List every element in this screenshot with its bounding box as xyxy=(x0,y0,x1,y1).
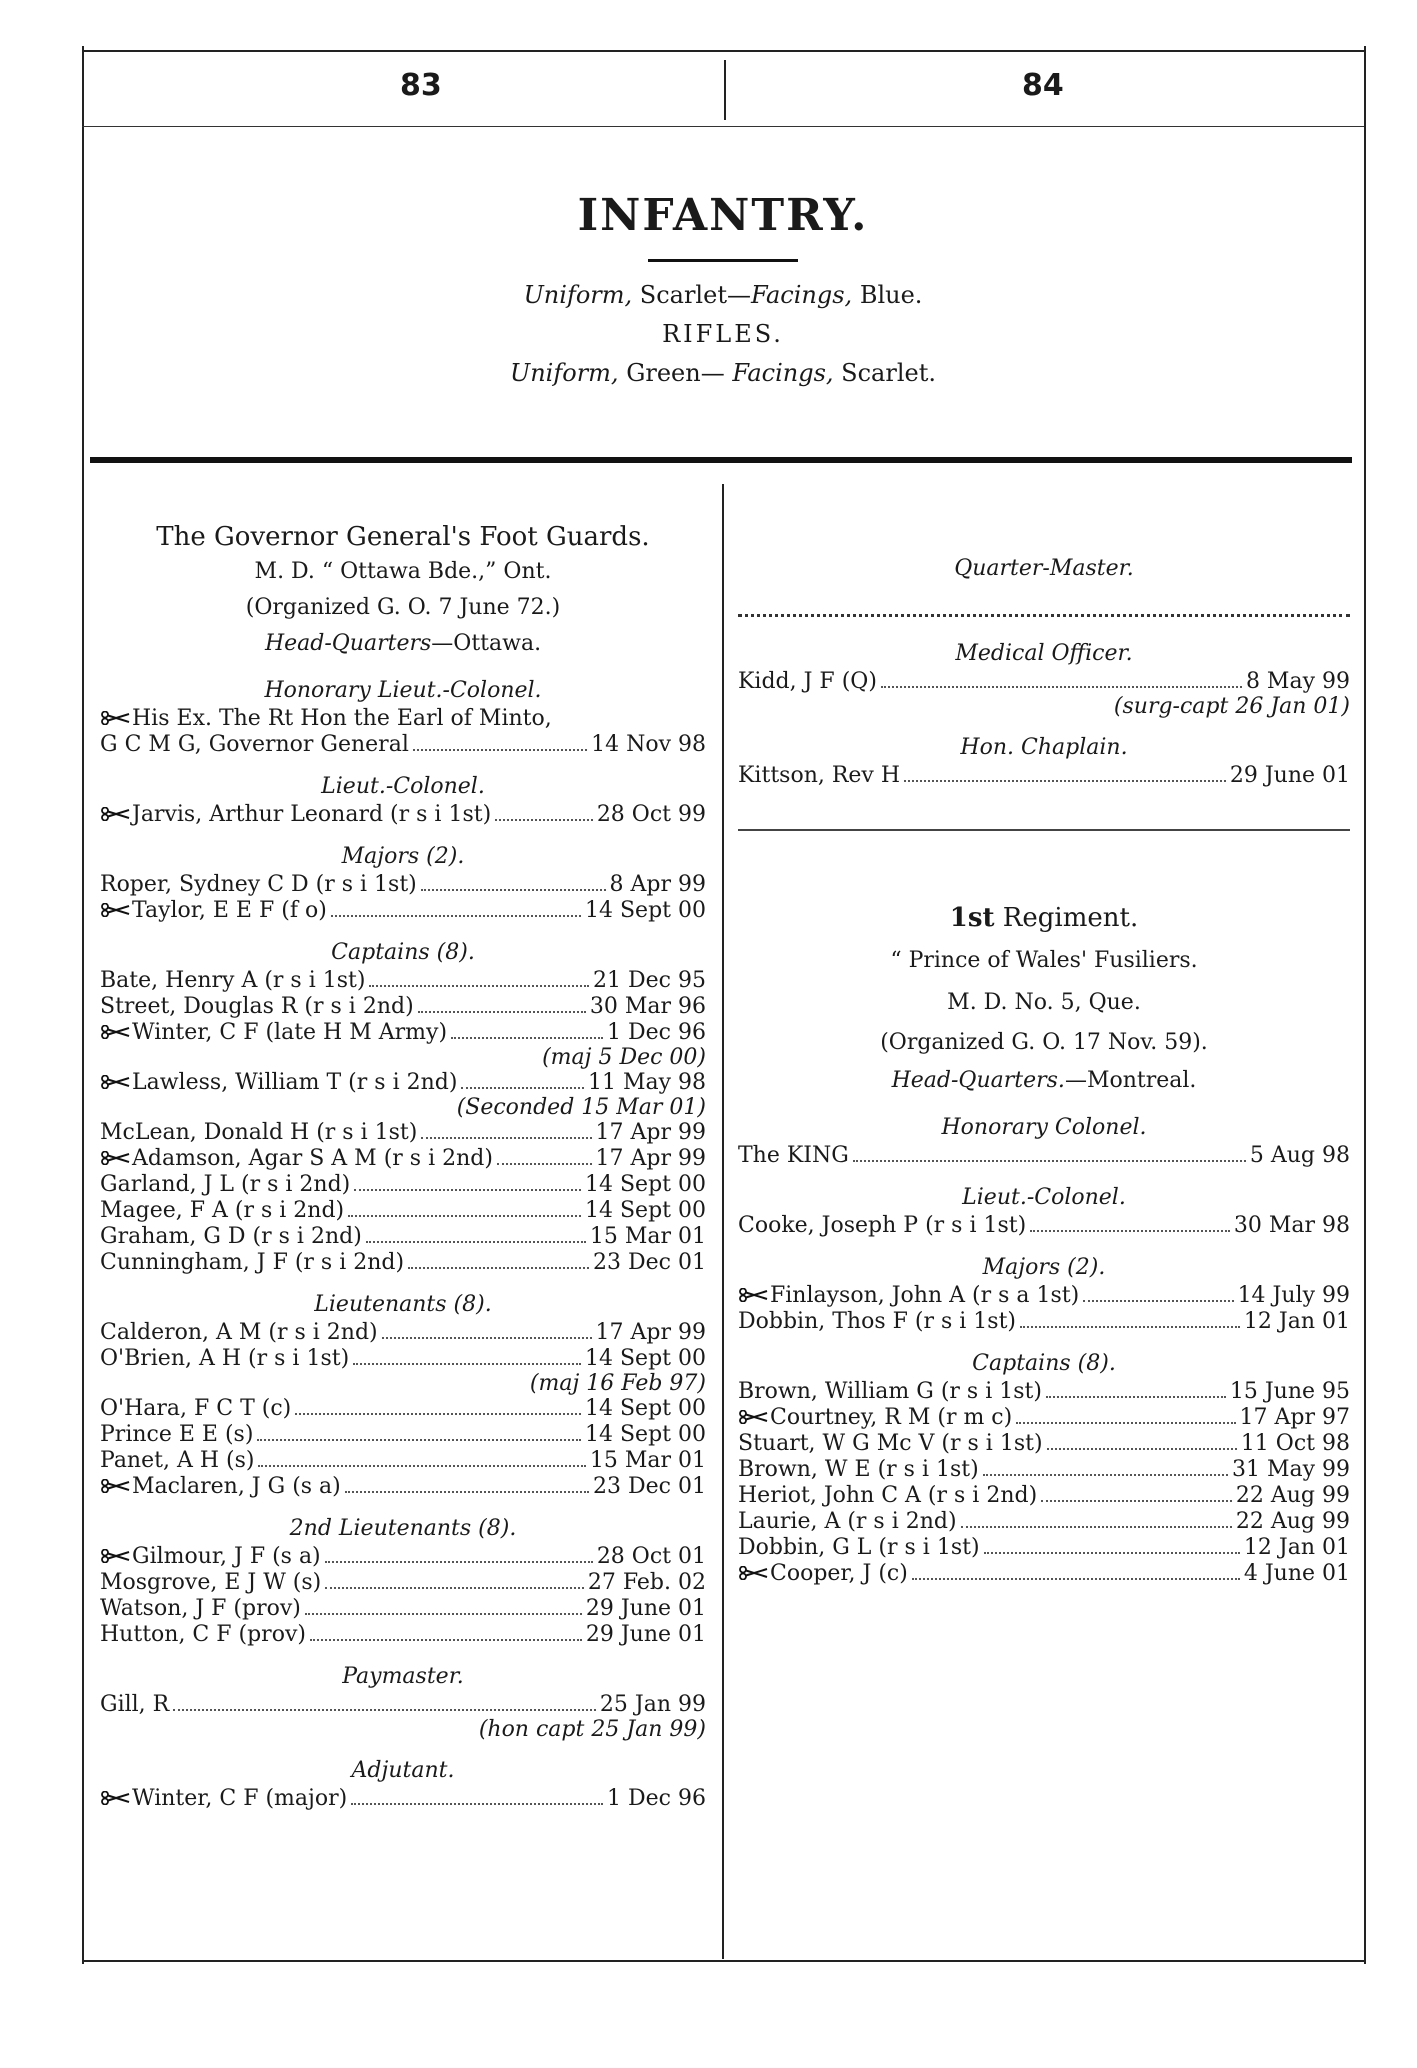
officer-name: Laurie, A (r s i 2nd) xyxy=(738,1509,957,1534)
officer-entry xyxy=(100,1596,706,1622)
officer-name: His Ex. The Rt Hon the Earl of Minto, xyxy=(132,706,552,731)
leader-dots xyxy=(1016,1422,1235,1424)
leader-dots xyxy=(173,1709,596,1711)
leader-dots xyxy=(325,1587,584,1589)
leader-dots xyxy=(418,1011,586,1013)
commission-date: 17 Apr 99 xyxy=(595,1320,706,1345)
officer-entry xyxy=(100,1070,706,1096)
section-heading: Lieutenants (8). xyxy=(314,1292,492,1317)
entry-note: (maj 16 Feb 97) xyxy=(529,1371,706,1396)
commission-date: 27 Feb. 02 xyxy=(587,1570,706,1595)
officer-entry xyxy=(100,1786,706,1812)
officer-entry xyxy=(100,1146,706,1172)
commission-date: 5 Aug 98 xyxy=(1249,1143,1350,1168)
uniform-label: Uniform, xyxy=(523,281,633,309)
officer-entry xyxy=(100,1396,706,1422)
leader-dots xyxy=(408,1267,589,1269)
officer-name: Mosgrove, E J W (s) xyxy=(100,1570,322,1595)
officer-name: Kidd, J F (Q) xyxy=(738,669,877,694)
regiment-name: “ Prince of Wales' Fusiliers. xyxy=(890,948,1198,973)
officer-entry xyxy=(100,1422,706,1448)
facings-label: Facings, xyxy=(732,359,834,387)
page-number-left: 83 xyxy=(400,68,442,103)
scissors-icon xyxy=(738,1288,768,1302)
leader-dots xyxy=(984,1552,1240,1554)
officer-entry xyxy=(100,706,706,732)
military-district: M. D. No. 5, Que. xyxy=(947,990,1141,1015)
commission-date: 8 Apr 99 xyxy=(609,872,706,897)
uniform-line-infantry xyxy=(82,276,1364,314)
officer-name: Jarvis, Arthur Leonard (r s i 1st) xyxy=(132,802,492,827)
officer-name: Finlayson, John A (r s a 1st) xyxy=(770,1283,1080,1308)
officer-entry xyxy=(738,1309,1350,1335)
leader-dots xyxy=(345,1491,589,1493)
scissors-icon xyxy=(100,1479,130,1493)
commission-date: 28 Oct 99 xyxy=(596,802,706,827)
officer-entry xyxy=(100,732,706,758)
commission-date: 14 July 99 xyxy=(1237,1283,1350,1308)
leader-dots xyxy=(1047,1448,1237,1450)
commission-date: 15 June 95 xyxy=(1229,1379,1350,1404)
entry-note: (Seconded 15 Mar 01) xyxy=(456,1095,706,1120)
leader-dots xyxy=(1041,1500,1232,1502)
commission-date: 28 Oct 01 xyxy=(596,1544,706,1569)
officer-entry xyxy=(100,1346,706,1372)
officer-name: Dobbin, Thos F (r s i 1st) xyxy=(738,1309,1016,1334)
officer-entry xyxy=(100,1474,706,1500)
officer-name: The KING xyxy=(738,1143,849,1168)
officer-entry xyxy=(738,1535,1350,1561)
leader-dots xyxy=(1020,1326,1240,1328)
section-heading: Majors (2). xyxy=(341,844,465,869)
commission-date: 29 June 01 xyxy=(585,1622,706,1647)
commission-date: 21 Dec 95 xyxy=(593,968,706,993)
officer-entry xyxy=(738,763,1350,789)
commission-date: 30 Mar 98 xyxy=(1233,1213,1350,1238)
scissors-icon xyxy=(100,807,130,821)
officer-name: Watson, J F (prov) xyxy=(100,1596,301,1621)
leader-dots xyxy=(497,1163,592,1165)
right-column xyxy=(738,540,1350,1587)
headquarters-line xyxy=(100,626,706,662)
officer-entry xyxy=(738,1405,1350,1431)
officer-name: Bate, Henry A (r s i 1st) xyxy=(100,968,366,993)
officer-name: Maclaren, J G (s a) xyxy=(132,1474,341,1499)
officer-name: Gill, R xyxy=(100,1692,170,1717)
title-underline xyxy=(648,259,798,262)
officer-entry xyxy=(100,1020,706,1046)
scissors-icon xyxy=(100,711,130,725)
officer-entry xyxy=(100,1224,706,1250)
scissors-icon xyxy=(100,903,130,917)
officer-name: Cunningham, J F (r s i 2nd) xyxy=(100,1250,405,1275)
leader-dots xyxy=(421,1137,591,1139)
officer-entry xyxy=(100,1622,706,1648)
leader-dots xyxy=(912,1578,1240,1580)
officer-entry xyxy=(100,1172,706,1198)
leader-dots xyxy=(351,1803,603,1805)
section-heading: Lieut.-Colonel. xyxy=(962,1185,1126,1210)
officer-entry xyxy=(738,1213,1350,1239)
leader-dots xyxy=(369,985,589,987)
officer-entry xyxy=(100,1120,706,1146)
officer-name: Panet, A H (s) xyxy=(100,1448,255,1473)
commission-date: 14 Sept 00 xyxy=(585,898,706,923)
officer-entry xyxy=(738,1457,1350,1483)
scissors-icon xyxy=(100,1025,130,1039)
leader-dots xyxy=(331,915,581,917)
commission-date: 4 June 01 xyxy=(1243,1561,1350,1586)
officer-entry xyxy=(100,802,706,828)
regiment-word: Regiment. xyxy=(994,903,1139,933)
leader-dots xyxy=(421,889,606,891)
officer-name: Graham, G D (r s i 2nd) xyxy=(100,1224,362,1249)
leader-dots xyxy=(257,1439,581,1441)
uniform-value: Green— xyxy=(618,359,733,387)
officer-entry xyxy=(100,968,706,994)
scissors-icon xyxy=(100,1549,130,1563)
right-sections xyxy=(738,1113,1350,1587)
hq-value: —Montreal. xyxy=(1064,1068,1197,1093)
regiment-title xyxy=(738,901,1350,935)
officer-name: Kittson, Rev H xyxy=(738,763,901,788)
leader-dots xyxy=(325,1561,593,1563)
facings-value: Scarlet. xyxy=(833,359,936,387)
officer-name: Taylor, E E F (f o) xyxy=(132,898,327,923)
entry-note: (maj 5 Dec 00) xyxy=(542,1045,706,1070)
officer-name: McLean, Donald H (r s i 1st) xyxy=(100,1120,418,1145)
officer-name: Gilmour, J F (s a) xyxy=(132,1544,321,1569)
scissors-icon xyxy=(738,1566,768,1580)
officer-entry xyxy=(100,1692,706,1718)
leader-dots xyxy=(258,1465,585,1467)
rifles-heading: RIFLES. xyxy=(662,320,784,348)
left-sections xyxy=(100,676,706,1812)
officer-name: Calderon, A M (r s i 2nd) xyxy=(100,1320,378,1345)
officer-entry xyxy=(100,898,706,924)
officer-name: Adamson, Agar S A M (r s i 2nd) xyxy=(132,1146,493,1171)
organized-line: (Organized G. O. 7 June 72.) xyxy=(245,595,561,620)
commission-date: 12 Jan 01 xyxy=(1243,1535,1350,1560)
commission-date: 22 Aug 99 xyxy=(1235,1509,1350,1534)
right-top-sections xyxy=(738,554,1350,789)
officer-name: Street, Douglas R (r s i 2nd) xyxy=(100,994,414,1019)
commission-date: 29 June 01 xyxy=(1229,763,1350,788)
officer-entry xyxy=(100,1198,706,1224)
commission-date: 14 Sept 00 xyxy=(585,1172,706,1197)
commission-date: 30 Mar 96 xyxy=(589,994,706,1019)
scissors-icon xyxy=(100,1075,130,1089)
hq-label: Head-Quarters. xyxy=(891,1068,1065,1093)
entry-note: (surg-capt 26 Jan 01) xyxy=(1113,694,1350,719)
commission-date: 14 Sept 00 xyxy=(585,1346,706,1371)
leader-dots xyxy=(1030,1230,1230,1232)
scissors-icon xyxy=(100,1151,130,1165)
officer-name: Cooper, J (c) xyxy=(770,1561,908,1586)
leader-dots xyxy=(305,1613,582,1615)
leader-dots xyxy=(353,1363,581,1365)
page-header xyxy=(82,190,1364,392)
section-heading: Paymaster. xyxy=(342,1664,464,1689)
unit-title: The Governor General's Foot Guards. xyxy=(156,522,650,552)
commission-date: 17 Apr 97 xyxy=(1239,1405,1350,1430)
section-heading: Hon. Chaplain. xyxy=(960,735,1128,760)
officer-name: Winter, C F (major) xyxy=(132,1786,348,1811)
section-heading: Majors (2). xyxy=(982,1255,1106,1280)
hq-value: —Ottawa. xyxy=(431,631,542,656)
commission-date: 11 May 98 xyxy=(587,1070,706,1095)
scissors-icon xyxy=(738,1410,768,1424)
commission-date: 15 Mar 01 xyxy=(589,1448,706,1473)
officer-entry xyxy=(738,1431,1350,1457)
leader-dots xyxy=(904,780,1226,782)
leader-dots xyxy=(1083,1300,1233,1302)
uniform-label: Uniform, xyxy=(510,359,619,387)
facings-label: Facings, xyxy=(750,281,853,309)
officer-entry xyxy=(100,1250,706,1276)
left-column xyxy=(100,520,706,1812)
leader-dots xyxy=(1046,1396,1226,1398)
leader-dots xyxy=(354,1189,581,1191)
section-heading: Adjutant. xyxy=(351,1758,455,1783)
section-heading: Medical Officer. xyxy=(955,641,1133,666)
leader-dots xyxy=(382,1337,592,1339)
uniform-value: Scarlet— xyxy=(632,281,751,309)
thick-divider xyxy=(90,457,1352,463)
officer-name: Cooke, Joseph P (r s i 1st) xyxy=(738,1213,1027,1238)
leader-dots xyxy=(366,1241,586,1243)
leader-dots xyxy=(983,1474,1228,1476)
organized-line: (Organized G. O. 17 Nov. 59). xyxy=(880,1030,1208,1055)
leader-dots xyxy=(451,1037,603,1039)
officer-entry xyxy=(100,1448,706,1474)
section-heading: Captains (8). xyxy=(331,940,475,965)
column-divider xyxy=(722,484,724,1959)
officer-name: Magee, F A (r s i 2nd) xyxy=(100,1198,345,1223)
commission-date: 12 Jan 01 xyxy=(1243,1309,1350,1334)
section-heading: Honorary Lieut.-Colonel. xyxy=(264,678,542,703)
leader-dots xyxy=(853,1160,1246,1162)
officer-entry xyxy=(738,1143,1350,1169)
officer-name: Prince E E (s) xyxy=(100,1422,254,1447)
page-number-right: 84 xyxy=(1022,68,1064,103)
header-rule xyxy=(82,126,1364,127)
commission-date: 29 June 01 xyxy=(585,1596,706,1621)
officer-entry xyxy=(100,994,706,1020)
officer-name: Dobbin, G L (r s i 1st) xyxy=(738,1535,980,1560)
vacant-dotted-line xyxy=(738,614,1350,617)
page-number-row xyxy=(82,60,1364,124)
entry-note: (hon capt 25 Jan 99) xyxy=(478,1717,706,1742)
officer-name: Lawless, William T (r s i 2nd) xyxy=(132,1070,458,1095)
commission-date: 14 Sept 00 xyxy=(585,1198,706,1223)
leader-dots xyxy=(961,1526,1232,1528)
leader-dots xyxy=(495,819,593,821)
officer-entry xyxy=(738,669,1350,695)
section-heading: Quarter-Master. xyxy=(954,556,1134,581)
bottom-rule xyxy=(82,1960,1364,1962)
hq-label: Head-Quarters xyxy=(264,631,432,656)
officer-entry xyxy=(738,1509,1350,1535)
officer-entry xyxy=(100,872,706,898)
commission-date: 22 Aug 99 xyxy=(1235,1483,1350,1508)
officer-entry xyxy=(738,1283,1350,1309)
officer-entry xyxy=(738,1483,1350,1509)
scissors-icon xyxy=(100,1791,130,1805)
officer-entry xyxy=(100,1544,706,1570)
officer-name: G C M G, Governor General xyxy=(100,732,409,757)
commission-date: 31 May 99 xyxy=(1231,1457,1350,1482)
officer-name: Brown, William G (r s i 1st) xyxy=(738,1379,1042,1404)
commission-date: 17 Apr 99 xyxy=(595,1120,706,1145)
page-title: INFANTRY. xyxy=(577,190,869,241)
commission-date: 17 Apr 99 xyxy=(595,1146,706,1171)
officer-name: Roper, Sydney C D (r s i 1st) xyxy=(100,872,417,897)
section-heading: Honorary Colonel. xyxy=(941,1115,1147,1140)
leader-dots xyxy=(413,749,587,751)
section-heading: Lieut.-Colonel. xyxy=(321,774,485,799)
leader-dots xyxy=(348,1215,581,1217)
officer-name: O'Hara, F C T (c) xyxy=(100,1396,292,1421)
commission-date: 25 Jan 99 xyxy=(599,1692,706,1717)
section-heading: 2nd Lieutenants (8). xyxy=(289,1516,517,1541)
leader-dots xyxy=(295,1413,581,1415)
officer-name: Heriot, John C A (r s i 2nd) xyxy=(738,1483,1038,1508)
officer-entry xyxy=(100,1570,706,1596)
leader-dots xyxy=(310,1639,582,1641)
commission-date: 14 Sept 00 xyxy=(585,1396,706,1421)
commission-date: 8 May 99 xyxy=(1245,669,1350,694)
commission-date: 23 Dec 01 xyxy=(593,1474,706,1499)
commission-date: 11 Oct 98 xyxy=(1240,1431,1350,1456)
officer-name: O'Brien, A H (r s i 1st) xyxy=(100,1346,350,1371)
commission-date: 1 Dec 96 xyxy=(607,1786,706,1811)
officer-entry xyxy=(100,1320,706,1346)
leader-dots xyxy=(881,686,1242,688)
page-number-divider xyxy=(724,60,726,120)
officer-entry xyxy=(738,1379,1350,1405)
section-heading: Captains (8). xyxy=(972,1351,1116,1376)
officer-entry xyxy=(738,1561,1350,1587)
officer-name: Stuart, W G Mc V (r s i 1st) xyxy=(738,1431,1043,1456)
officer-name: Hutton, C F (prov) xyxy=(100,1622,306,1647)
facings-value: Blue. xyxy=(852,281,923,309)
commission-date: 15 Mar 01 xyxy=(589,1224,706,1249)
headquarters-line xyxy=(738,1063,1350,1099)
regiment-number: 1st xyxy=(949,903,995,933)
commission-date: 1 Dec 96 xyxy=(607,1020,706,1045)
officer-name: Garland, J L (r s i 2nd) xyxy=(100,1172,351,1197)
officer-name: Winter, C F (late H M Army) xyxy=(132,1020,448,1045)
commission-date: 14 Nov 98 xyxy=(591,732,706,757)
commission-date: 23 Dec 01 xyxy=(593,1250,706,1275)
commission-date: 14 Sept 00 xyxy=(585,1422,706,1447)
leader-dots xyxy=(461,1087,584,1089)
officer-name: Brown, W E (r s i 1st) xyxy=(738,1457,979,1482)
military-district: M. D. “ Ottawa Bde.,” Ont. xyxy=(254,559,552,584)
officer-name: Courtney, R M (r m c) xyxy=(770,1405,1013,1430)
uniform-line-rifles xyxy=(82,354,1364,392)
